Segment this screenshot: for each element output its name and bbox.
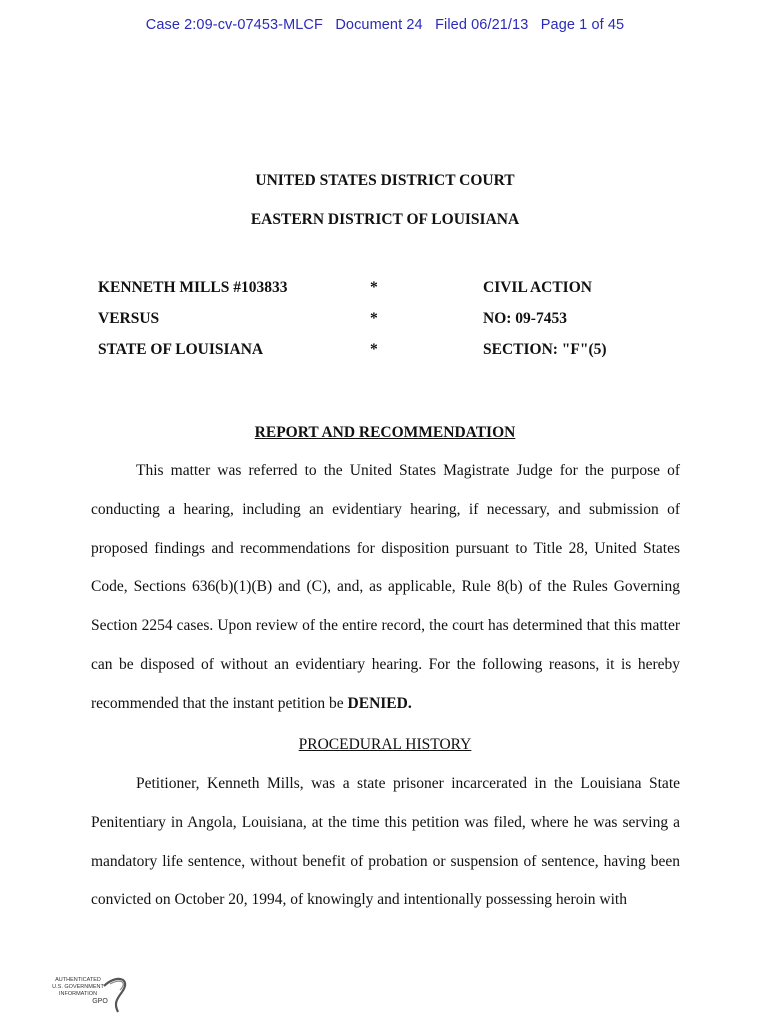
gpo-authenticated-logo xyxy=(44,972,130,1018)
caption-party: STATE OF LOUISIANA xyxy=(98,341,264,358)
case-number: Case 2:09-cv-07453-MLCF xyxy=(145,17,323,33)
caption-separator: * xyxy=(370,279,378,296)
logo-line-2: U.S. GOVERNMENT xyxy=(52,984,104,990)
report-heading-text: REPORT AND RECOMMENDATION xyxy=(254,424,516,441)
procedural-paragraph xyxy=(91,765,680,920)
caption-row xyxy=(0,341,770,363)
court-district: EASTERN DISTRICT OF LOUISIANA xyxy=(250,211,520,228)
procedural-history-heading-text: PROCEDURAL HISTORY xyxy=(298,736,472,753)
report-heading xyxy=(0,424,770,442)
caption-separator: * xyxy=(370,310,378,327)
logo-mark: GPO xyxy=(92,998,108,1005)
denied-emphasis: DENIED. xyxy=(347,694,412,712)
case-header-stamp xyxy=(0,17,770,33)
logo-line-1: AUTHENTICATED xyxy=(55,977,101,983)
procedural-history-heading xyxy=(0,736,770,754)
intro-paragraph-text: This matter was referred to the United States Magistrate Judge for the purpose of conducting a hearing, including an evidentiary hearing, if necessary, and submission of proposed findings and recommendations for disposition pursuant to Title 28, United States Code, Sections 636(b)(1)(B) and (C), and, as applicable, Rule 8(b) of the Rules Governing Section 2254 cases. Upon review of the entire record, the court has determined that this matter can be disposed of without an evidentiary hearing. For the following reasons, it is hereby recommended that the instant petition be xyxy=(91,462,680,712)
logo-line-3: INFORMATION xyxy=(58,991,98,997)
gpo-seal-icon xyxy=(44,972,130,1018)
caption-case-info: CIVIL ACTION xyxy=(483,279,592,296)
caption-row xyxy=(0,310,770,332)
caption-row xyxy=(0,279,770,301)
caption-party: KENNETH MILLS #103833 xyxy=(98,279,288,296)
caption-party: VERSUS xyxy=(98,310,160,327)
document-number: Document 24 xyxy=(335,17,423,33)
procedural-paragraph-text: Petitioner, Kenneth Mills, was a state prisoner incarcerated in the Louisiana State Penitentiary in Angola, Louisiana, at the time this petition was filed, where he was serving a mandatory life sentence, without benefit of probation or suspension of sentence, having been convicted on October 20, 1994, of knowingly and intentionally possessing heroin with xyxy=(91,775,680,909)
caption-case-info: SECTION: "F"(5) xyxy=(483,341,607,358)
intro-paragraph xyxy=(91,452,680,724)
caption-separator: * xyxy=(370,341,378,358)
filed-date: Filed 06/21/13 xyxy=(435,17,529,33)
caption-case-info: NO: 09-7453 xyxy=(483,310,567,327)
court-name: UNITED STATES DISTRICT COURT xyxy=(255,172,515,189)
page-number: Page 1 of 45 xyxy=(540,17,625,33)
